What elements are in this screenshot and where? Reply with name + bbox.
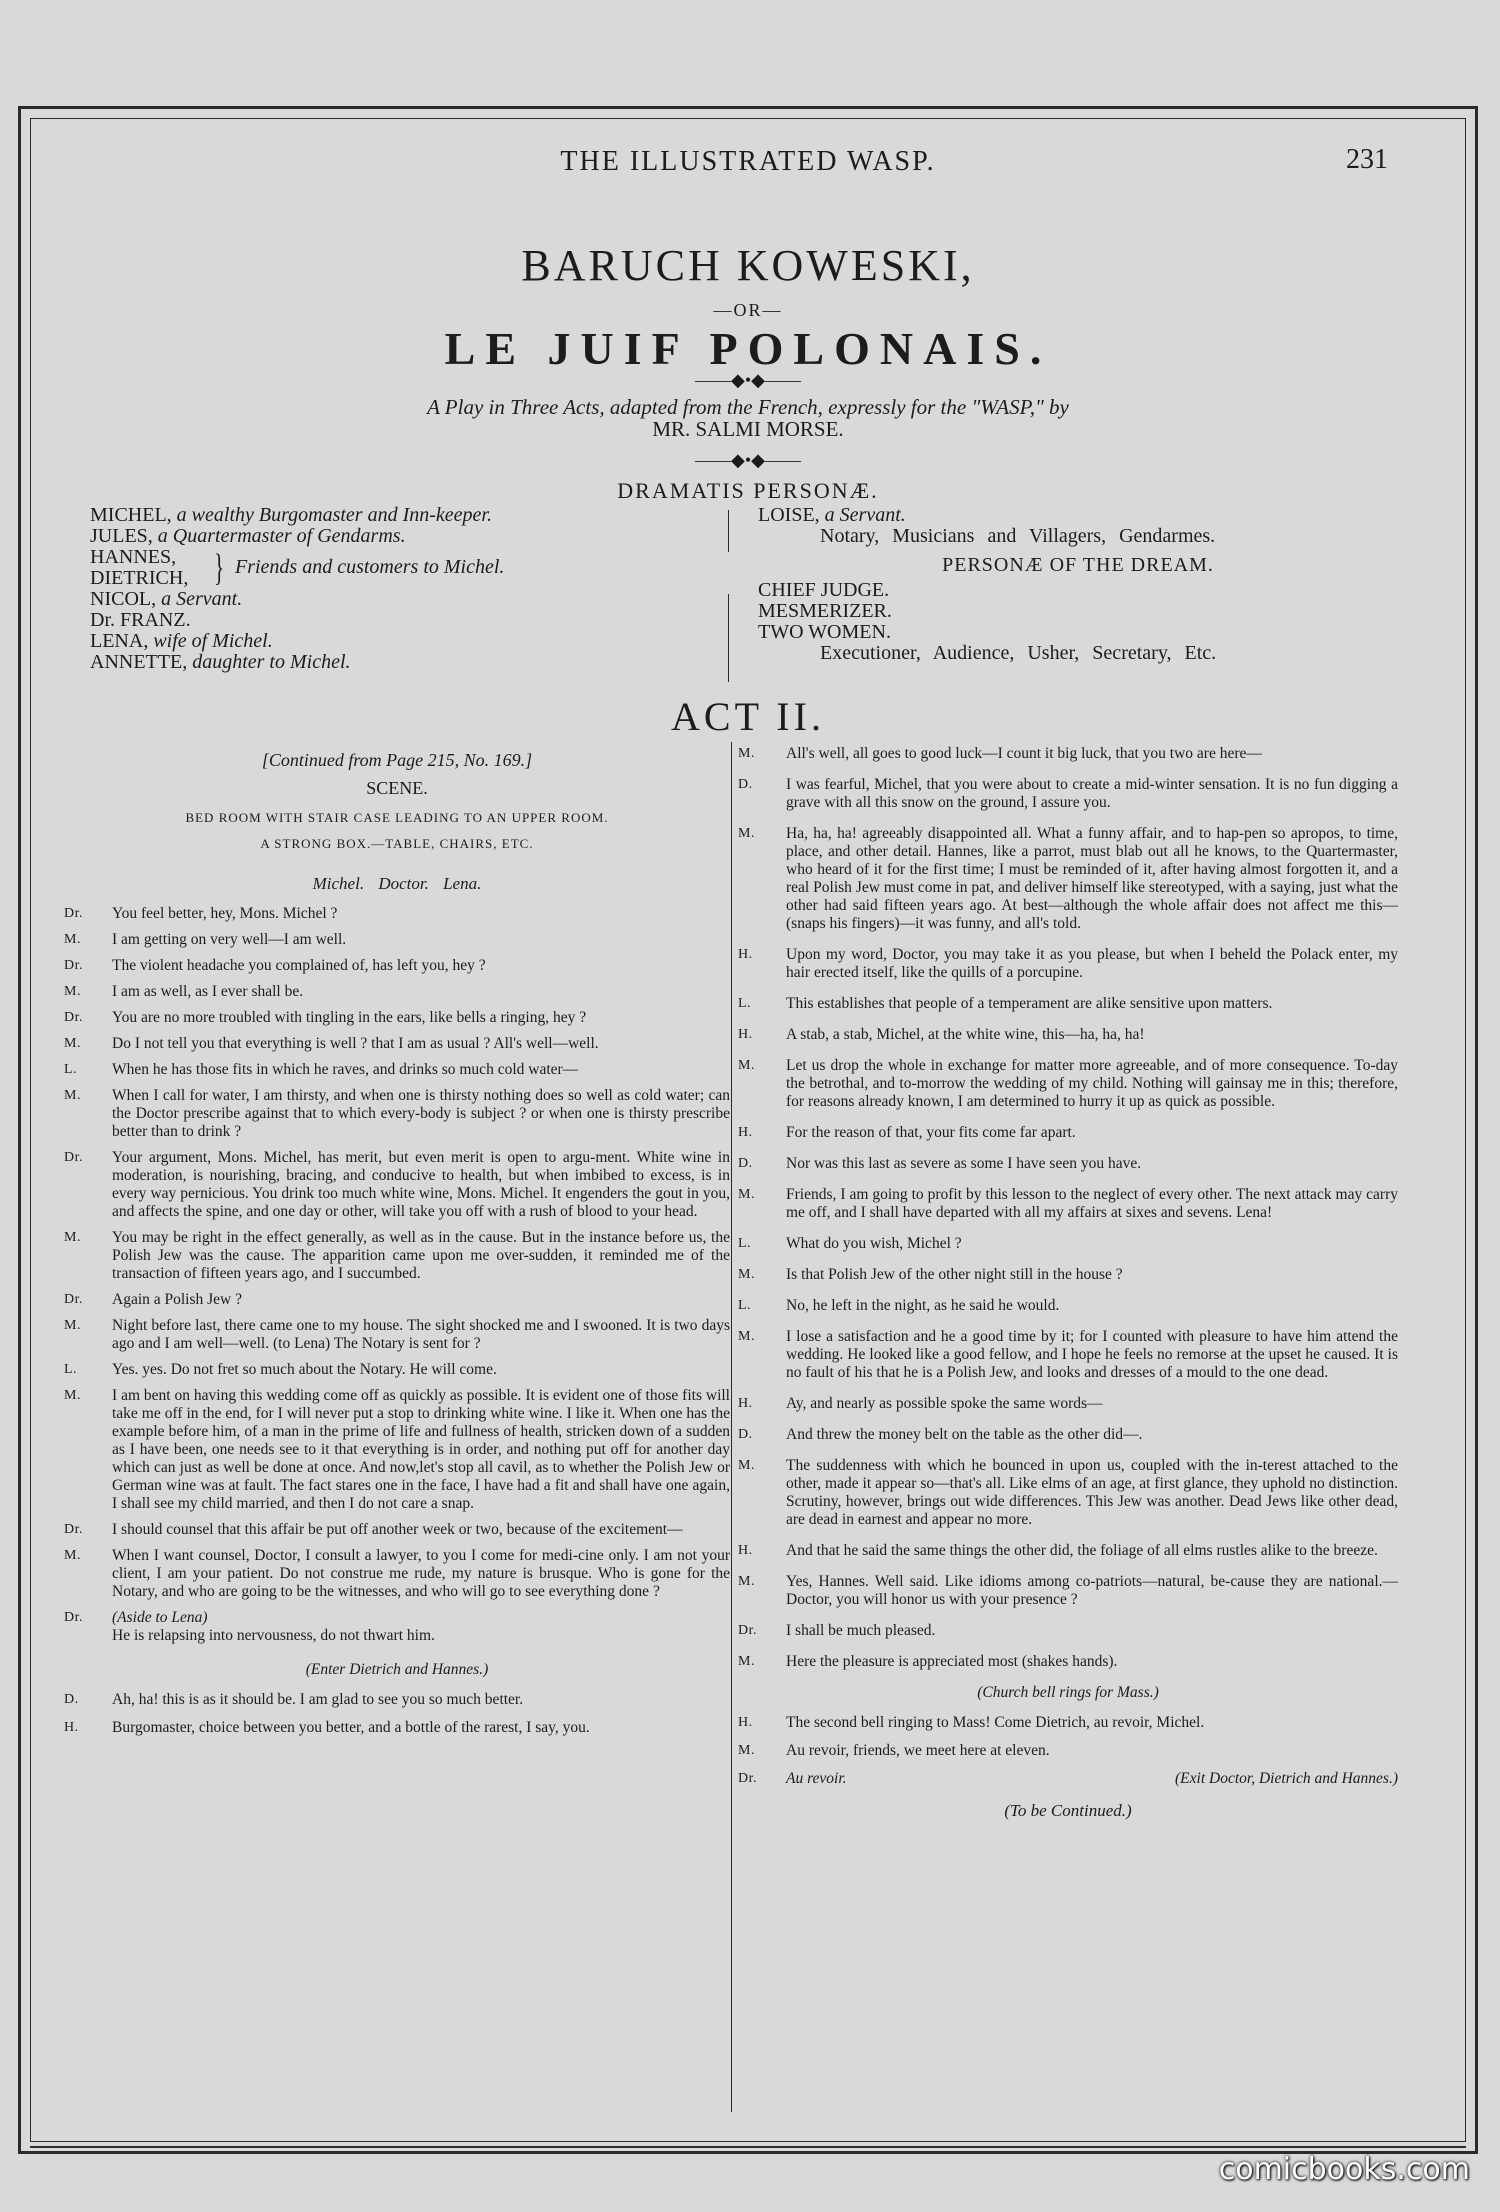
speaker: H. bbox=[738, 1715, 753, 1730]
speaker: M. bbox=[738, 1329, 755, 1344]
speech bbox=[738, 1297, 1398, 1315]
speech bbox=[738, 1622, 1398, 1640]
speaker: M. bbox=[738, 746, 755, 761]
speech-text: Burgomaster, choice between you better, and a bottle of the rarest, I say, you. bbox=[112, 1719, 590, 1736]
speaker: M. bbox=[738, 1267, 755, 1282]
speaker: Dr. bbox=[738, 1771, 757, 1786]
to-be-continued: (To be Continued.) bbox=[1004, 1801, 1132, 1820]
speech bbox=[738, 1426, 1398, 1444]
speech-text bbox=[112, 1609, 730, 1645]
author: MR. SALMI MORSE. bbox=[652, 417, 844, 441]
speech bbox=[64, 1229, 730, 1283]
speech bbox=[738, 1457, 1398, 1529]
speech-text: When I want counsel, Doctor, I consult a lawyer, to you I come for medi-cine only. I am not your client, I am your patient. Do not construe me rude, my nature is brusque. Who is gone for the Notary, and who are going to be the witnesses, and who will go to see everything done ? bbox=[112, 1547, 730, 1600]
speech bbox=[738, 946, 1398, 982]
speech bbox=[64, 931, 730, 949]
speaker: M. bbox=[738, 1654, 755, 1669]
speech bbox=[738, 1573, 1398, 1609]
speech bbox=[64, 1009, 730, 1027]
speaker: Dr. bbox=[738, 1623, 757, 1638]
scene-description: BED ROOM WITH STAIR CASE LEADING TO AN UPPER ROOM. bbox=[185, 810, 609, 825]
speech-text: Upon my word, Doctor, you may take it as you please, but when I beheld the Polack enter, my hair erected itself, like the quills of a porcupine. bbox=[786, 946, 1398, 981]
speaker: H. bbox=[738, 1396, 753, 1411]
speaker: M. bbox=[64, 1318, 81, 1333]
cast-entry: NICOL, a Servant. bbox=[90, 588, 243, 610]
speech-text: Nor was this last as severe as some I have seen you have. bbox=[786, 1155, 1142, 1172]
right-column bbox=[738, 745, 1398, 1820]
speaker: H. bbox=[738, 1543, 753, 1558]
speech-text: Ay, and nearly as possible spoke the same words— bbox=[786, 1395, 1103, 1412]
speech bbox=[738, 1266, 1398, 1284]
scene-heading: SCENE. bbox=[366, 778, 428, 798]
speaker: H. bbox=[738, 947, 753, 962]
speaker: L. bbox=[64, 1062, 78, 1077]
speech-text: Yes. yes. Do not fret so much about the Notary. He will come. bbox=[112, 1361, 497, 1378]
speech bbox=[738, 1155, 1398, 1173]
cast-entry: CHIEF JUDGE. bbox=[758, 579, 890, 601]
speech-text: And that he said the same things the other did, the foliage of all elms rustles alike to the breeze. bbox=[786, 1542, 1378, 1559]
speaker: Dr. bbox=[64, 906, 83, 921]
speech-text: Is that Polish Jew of the other night still in the house ? bbox=[786, 1266, 1123, 1283]
speech-text: Here the pleasure is appreciated most (shakes hands). bbox=[786, 1653, 1118, 1670]
speech-text: You feel better, hey, Mons. Michel ? bbox=[112, 905, 338, 922]
speaker: M. bbox=[64, 1230, 81, 1245]
speech-text: You are no more troubled with tingling in the ears, like bells a ringing, hey ? bbox=[112, 1009, 587, 1026]
speech bbox=[738, 745, 1398, 763]
act-heading: ACT II. bbox=[671, 694, 825, 739]
cast-entry: MICHEL, a wealthy Burgomaster and Inn-keeper. bbox=[90, 504, 492, 526]
speech bbox=[738, 1057, 1398, 1111]
speech bbox=[738, 1770, 1398, 1788]
speech bbox=[738, 825, 1398, 933]
cast-divider bbox=[728, 510, 729, 552]
speech-text: The violent headache you complained of, has left you, hey ? bbox=[112, 957, 486, 974]
speech bbox=[64, 1719, 730, 1737]
cast-entry: ANNETTE, daughter to Michel. bbox=[90, 651, 351, 673]
speech bbox=[738, 1395, 1398, 1413]
speaker: L. bbox=[738, 996, 752, 1011]
speech bbox=[64, 1521, 730, 1539]
speech bbox=[64, 1087, 730, 1141]
dramatis-heading: DRAMATIS PERSONÆ. bbox=[617, 478, 879, 503]
speech-text: Night before last, there came one to my house. The sight shocked me and I swooned. It is two days ago and I am well—well. (to Lena) The Notary is sent for ? bbox=[112, 1317, 730, 1352]
cast-name: HANNES, bbox=[90, 546, 177, 568]
speech bbox=[64, 1035, 730, 1053]
speech-text: Friends, I am going to profit by this lesson to the neglect of every other. The next attack may carry me off, and I shall have departed with all my affairs at sixes and sevens. Lena! bbox=[786, 1186, 1398, 1221]
stage-direction: (Exit Doctor, Dietrich and Hannes.) bbox=[1175, 1770, 1398, 1787]
stage-direction: (Church bell rings for Mass.) bbox=[977, 1684, 1159, 1701]
cast-divider bbox=[728, 594, 729, 682]
play-title: BARUCH KOWESKI, bbox=[521, 241, 975, 290]
speech bbox=[64, 1547, 730, 1601]
cast-entry: JULES, a Quartermaster of Gendarms. bbox=[90, 525, 406, 547]
speaker: M. bbox=[64, 1388, 81, 1403]
speech-text: When he has those fits in which he raves, and drinks so much cold water— bbox=[112, 1061, 579, 1078]
cast-entry: TWO WOMEN. bbox=[758, 621, 891, 643]
scene-characters: Michel. Doctor. Lena. bbox=[312, 874, 482, 893]
speech bbox=[738, 776, 1398, 812]
speech-line: He is relapsing into nervousness, do not thwart him. bbox=[112, 1627, 435, 1644]
speech bbox=[738, 1653, 1398, 1671]
speech-text: Do I not tell you that everything is well ? that I am as usual ? All's well—well. bbox=[112, 1035, 599, 1052]
speaker: M. bbox=[738, 1058, 755, 1073]
speech bbox=[738, 1124, 1398, 1142]
speaker: M. bbox=[738, 1458, 755, 1473]
speech-text: Ah, ha! this is as it should be. I am glad to see you so much better. bbox=[112, 1691, 524, 1708]
speaker: Dr. bbox=[64, 1292, 83, 1307]
speech-text: Let us drop the whole in exchange for matter more agreeable, and of more consequence. To-day the betrothal, and to-morrow the wedding of my child. Nothing will gainsay me in this; therefore, for reasons already known, I am determined to hurry it up as quick as possible. bbox=[786, 1057, 1398, 1110]
speech bbox=[64, 1149, 730, 1221]
speech-text: Ha, ha, ha! agreeably disappointed all. What a funny affair, and to hap-pen so apropos, to time, place, and other detail. Hannes, like a parrot, must blab out all he knows, to the Quartermaster, who heard of it for the first time; I must be reminded of it, after having almost forgotten it, and a real Polish Jew must come in pat, and deliver himself like stereotyped, with a saying, just what the other had said fifteen years ago. At best—although the whole affair does not affect me this—(snaps his fingers)—it was funny, and all's told. bbox=[786, 825, 1398, 932]
speech bbox=[738, 1714, 1398, 1732]
cast-entry: LENA, wife of Michel. bbox=[90, 630, 273, 652]
speech-text: For the reason of that, your fits come far apart. bbox=[786, 1124, 1076, 1141]
speaker: M. bbox=[738, 826, 755, 841]
speaker: M. bbox=[738, 1574, 755, 1589]
speech-text bbox=[786, 1770, 1398, 1788]
speech-text: I am bent on having this wedding come off as quickly as possible. It is evident one of those fits will take me off in the end, for I will never put a stop to drinking white wine. I like it. When one has the example before him, of a man in the prime of life and fullness of health, stricken down of a sudden as I have been, one needs see to it that everything is in order, and nothing put off for another day which can just as well be done at once. And now,let's stop all cavil, as to whether the Polish Jew or German wine was at fault. The fact stares one in the face, I have had a fit and shall have one again, I shall see my child married, and then I do not care a snap. bbox=[112, 1387, 730, 1512]
speaker: M. bbox=[64, 932, 81, 947]
speech bbox=[738, 1328, 1398, 1382]
speech-text: A stab, a stab, Michel, at the white wine, this—ha, ha, ha! bbox=[786, 1026, 1145, 1043]
column-divider bbox=[731, 742, 732, 2112]
play-description: A Play in Three Acts, adapted from the French, expressly for the "WASP," by bbox=[427, 395, 1069, 419]
speech bbox=[64, 1609, 730, 1645]
cast-desc: Friends and customers to Michel. bbox=[235, 556, 505, 578]
speech-text: Again a Polish Jew ? bbox=[112, 1291, 243, 1308]
speaker: Dr. bbox=[64, 1150, 83, 1165]
right-speeches bbox=[738, 745, 1398, 1671]
title-or: —OR— bbox=[713, 300, 783, 320]
bottom-rule bbox=[30, 2146, 1466, 2148]
speech bbox=[738, 1186, 1398, 1222]
speech-text: The suddenness with which he bounced in upon us, coupled with the in-terest attached to the other, made it appear so—that's all. Like elms of an age, at first glance, they uphold no distinction. Scrutiny, however, brings out wide differences. This Jew was another. Dead Jews like other dead, are dead in earnest and appear no more. bbox=[786, 1457, 1398, 1528]
speech bbox=[738, 1026, 1398, 1044]
speech bbox=[738, 1742, 1398, 1760]
speech bbox=[64, 957, 730, 975]
right-after-speeches bbox=[738, 1714, 1398, 1760]
speech-text: I shall be much pleased. bbox=[786, 1622, 936, 1639]
left-speeches bbox=[64, 905, 730, 1601]
speaker: D. bbox=[738, 777, 753, 792]
speaker: Dr. bbox=[64, 1610, 83, 1625]
speech-text: What do you wish, Michel ? bbox=[786, 1235, 962, 1252]
speaker: L. bbox=[64, 1362, 78, 1377]
cast-brace-group bbox=[90, 547, 730, 589]
brace-glyph: } bbox=[214, 547, 225, 589]
page-number: 231 bbox=[1346, 144, 1388, 175]
speech-text: I should counsel that this affair be put off another week or two, because of the excitement— bbox=[112, 1521, 683, 1538]
speech-text: I am getting on very well—I am well. bbox=[112, 931, 347, 948]
speech-text: Au revoir, friends, we meet here at eleven. bbox=[786, 1742, 1050, 1759]
speech bbox=[64, 1387, 730, 1513]
speech-text: And threw the money belt on the table as the other did—. bbox=[786, 1426, 1143, 1443]
play-subtitle-title: LE JUIF POLONAIS. bbox=[444, 323, 1052, 374]
speech-text: The second bell ringing to Mass! Come Dietrich, au revoir, Michel. bbox=[786, 1714, 1205, 1731]
speaker: H. bbox=[64, 1720, 79, 1735]
speaker: L. bbox=[738, 1298, 752, 1313]
speech-text: You may be right in the effect generally, as well as in the cause. But in the instance before us, the Polish Jew was the cause. The apparition came upon me over-sudden, it reminded me of the transaction of fifteen years ago, and I succumbed. bbox=[112, 1229, 730, 1282]
cast-entry: LOISE, a Servant. bbox=[758, 504, 906, 526]
speaker: M. bbox=[64, 984, 81, 999]
speech bbox=[64, 1691, 730, 1709]
speaker: H. bbox=[738, 1125, 753, 1140]
masthead: THE ILLUSTRATED WASP. bbox=[560, 146, 936, 177]
cast-list-left bbox=[90, 505, 730, 673]
speaker: D. bbox=[738, 1156, 753, 1171]
stage-direction: (Aside to Lena) bbox=[112, 1609, 208, 1626]
cast-entry: MESMERIZER. bbox=[758, 600, 892, 622]
speech bbox=[738, 1235, 1398, 1253]
speech-line: Au revoir. bbox=[786, 1770, 847, 1787]
speech-text: This establishes that people of a temperament are alike sensitive upon matters. bbox=[786, 995, 1273, 1012]
cast-entry: Dr. FRANZ. bbox=[90, 609, 191, 631]
scene-description: A STRONG BOX.—TABLE, CHAIRS, ETC. bbox=[260, 836, 534, 851]
speech-text: I was fearful, Michel, that you were about to create a mid-winter sensation. It is no fun digging a grave with all this snow on the ground, I assure you. bbox=[786, 776, 1398, 811]
stage-direction: (Enter Dietrich and Hannes.) bbox=[305, 1661, 489, 1678]
speaker: D. bbox=[64, 1692, 79, 1707]
speech-text: No, he left in the night, as he said he would. bbox=[786, 1297, 1060, 1314]
cast-name: DIETRICH, bbox=[90, 567, 189, 589]
speech-text: When I call for water, I am thirsty, and when one is thirsty nothing does so well as cold water; can the Doctor prescribe against that to which every-body is subject ? or when one is thirsty prescribe better than to drink ? bbox=[112, 1087, 730, 1140]
ornament-divider: ——◆•◆—— bbox=[695, 370, 801, 390]
dream-heading: PERSONÆ OF THE DREAM. bbox=[942, 554, 1214, 576]
speech-text: I lose a satisfaction and he a good time by it; for I counted with pleasure to have him attend the wedding. He looked like a good fellow, and I hope he feels no remorse at the upset he caused. It is no fault of his that he is a Polish Jew, and looks and dresses of a mould to the one dead. bbox=[786, 1328, 1398, 1381]
speech bbox=[64, 1061, 730, 1079]
speech-text: Yes, Hannes. Well said. Like idioms among co-patriots—natural, be-cause they are national.—Doctor, you will honor us with your presence ? bbox=[786, 1573, 1398, 1608]
speaker: Dr. bbox=[64, 1522, 83, 1537]
ornament-divider-2: ——◆•◆—— bbox=[695, 450, 801, 470]
dream-extras: Executioner, Audience, Usher, Secretary, Etc. bbox=[820, 642, 1217, 664]
speaker: M. bbox=[738, 1187, 755, 1202]
speech bbox=[64, 1317, 730, 1353]
watermark: comicbooks.com bbox=[1218, 2152, 1470, 2187]
speech-text: Your argument, Mons. Michel, has merit, but even merit is open to argu-ment. White wine in moderation, is nourishing, bracing, and conducive to health, but when imbibed to excess, is in every way pernicious. You drink too much white wine, Mons. Michel. It engenders the gout in you, and affects the spine, and one day or other, will take you off with a rush of blood to your head. bbox=[112, 1149, 730, 1220]
speaker: H. bbox=[738, 1027, 753, 1042]
speaker: Dr. bbox=[64, 1010, 83, 1025]
speaker: M. bbox=[738, 1743, 755, 1758]
speech bbox=[64, 983, 730, 1001]
speech-text: All's well, all goes to good luck—I count it big luck, that you two are here— bbox=[786, 745, 1262, 762]
speaker: L. bbox=[738, 1236, 752, 1251]
cast-extras: Notary, Musicians and Villagers, Gendarmes. bbox=[820, 525, 1216, 547]
speech bbox=[64, 905, 730, 923]
speech bbox=[64, 1291, 730, 1309]
left-column bbox=[64, 745, 730, 1747]
speaker: M. bbox=[64, 1036, 81, 1051]
speaker: M. bbox=[64, 1548, 81, 1563]
speech bbox=[738, 995, 1398, 1013]
speech-text: I am as well, as I ever shall be. bbox=[112, 983, 304, 1000]
speech bbox=[738, 1542, 1398, 1560]
speech bbox=[64, 1361, 730, 1379]
speaker: Dr. bbox=[64, 958, 83, 973]
left-final-speeches bbox=[64, 1691, 730, 1737]
speaker: D. bbox=[738, 1427, 753, 1442]
continued-note: [Continued from Page 215, No. 169.] bbox=[261, 750, 533, 770]
speaker: M. bbox=[64, 1088, 81, 1103]
cast-list-right bbox=[758, 505, 1398, 664]
